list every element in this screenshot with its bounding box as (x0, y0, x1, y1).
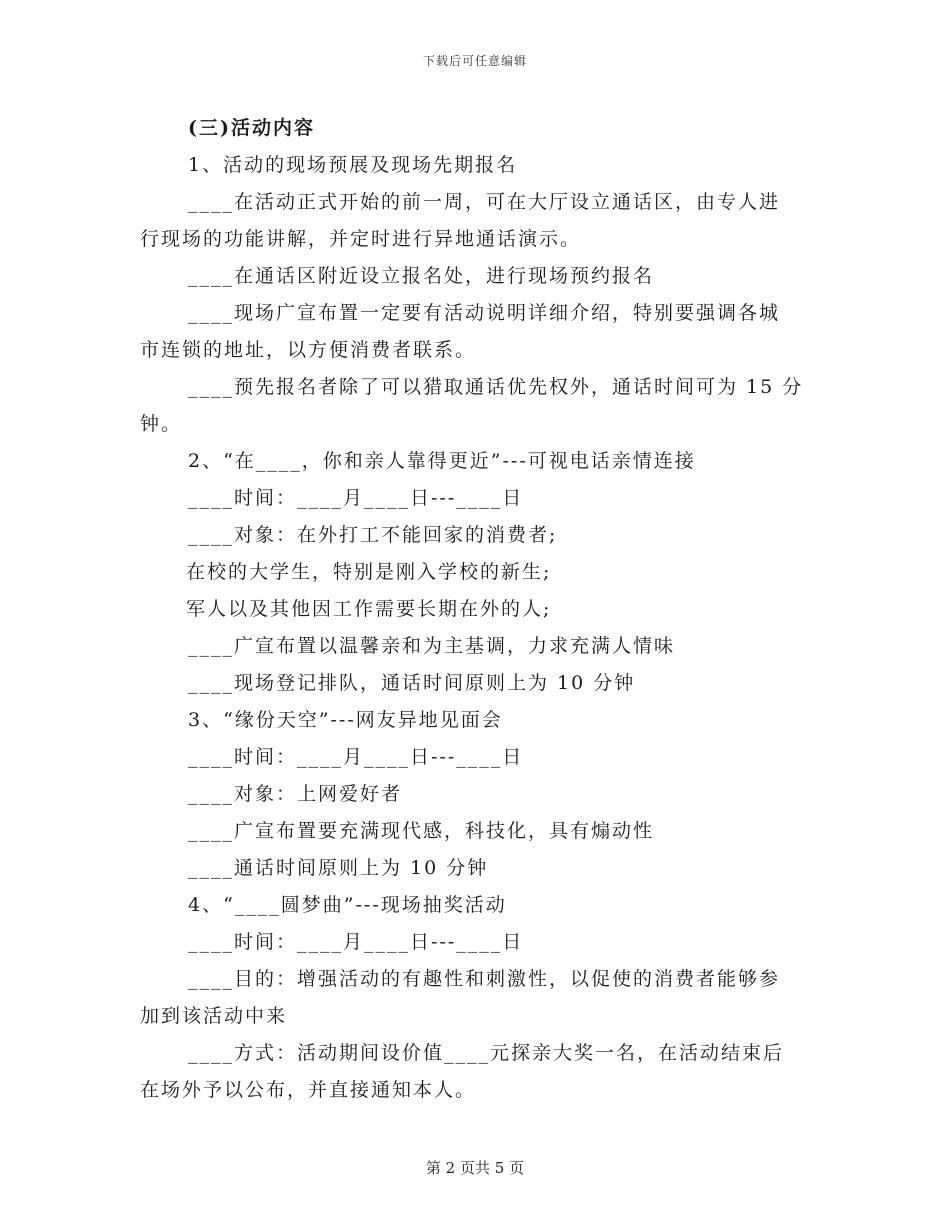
page-header: 下载后可任意编辑 (422, 54, 527, 68)
paragraph-line: ____现场广宣布置一定要有活动说明详细介绍，特别要强调各城 (188, 302, 781, 324)
paragraph-line: 在场外予以公布，并直接通知本人。 (140, 1079, 477, 1101)
paragraph-line: 市连锁的地址，以方便消费者联系。 (140, 339, 477, 361)
document-body (140, 110, 808, 1109)
paragraph-line: 加到该活动中来 (140, 1005, 288, 1027)
item-1-heading: 1、活动的现场预展及现场先期报名 (188, 154, 518, 176)
paragraph-line: ____通话时间原则上为 10 分钟 (188, 857, 489, 879)
paragraph-line: 行现场的功能讲解，并定时进行异地通话演示。 (140, 228, 582, 250)
item-3-heading: 3、“缘份天空”---网友异地见面会 (188, 709, 503, 731)
paragraph-line: ____时间：____月____日---____日 (188, 487, 524, 509)
paragraph-line: ____预先报名者除了可以猎取通话优先权外，通话时间可为 15 分 (188, 376, 804, 398)
section-heading: (三)活动内容 (188, 117, 315, 139)
paragraph-line: ____在活动正式开始的前一周，可在大厅设立通话区，由专人进 (188, 191, 781, 213)
paragraph-line: ____时间：____月____日---____日 (188, 746, 524, 768)
page-footer: 第 2 页共 5 页 (425, 1159, 525, 1177)
paragraph-line: ____广宣布置以温馨亲和为主基调，力求充满人情味 (188, 635, 676, 657)
paragraph-line: 军人以及其他因工作需要长期在外的人; (186, 598, 552, 620)
paragraph-line: ____现场登记排队，通话时间原则上为 10 分钟 (188, 672, 636, 694)
paragraph-line: ____方式：活动期间设价值____元探亲大奖一名，在活动结束后 (188, 1042, 785, 1064)
item-2-heading: 2、“在____，你和亲人靠得更近”---可视电话亲情连接 (188, 450, 696, 472)
paragraph-line: ____目的：增强活动的有趣性和刺激性，以促使的消费者能够参 (188, 968, 781, 990)
paragraph-line: ____对象：上网爱好者 (188, 783, 403, 805)
item-4-heading: 4、“____圆梦曲”---现场抽奖活动 (188, 894, 507, 916)
paragraph-line: ____时间：____月____日---____日 (188, 931, 524, 953)
paragraph-line: 在校的大学生，特别是刚入学校的新生; (186, 561, 552, 583)
paragraph-line: ____在通话区附近设立报名处，进行现场预约报名 (188, 265, 655, 287)
paragraph-line: ____对象：在外打工不能回家的消费者; (188, 524, 558, 546)
paragraph-line: 钟。 (140, 413, 183, 435)
paragraph-line: ____广宣布置要充满现代感，科技化，具有煽动性 (188, 820, 655, 842)
